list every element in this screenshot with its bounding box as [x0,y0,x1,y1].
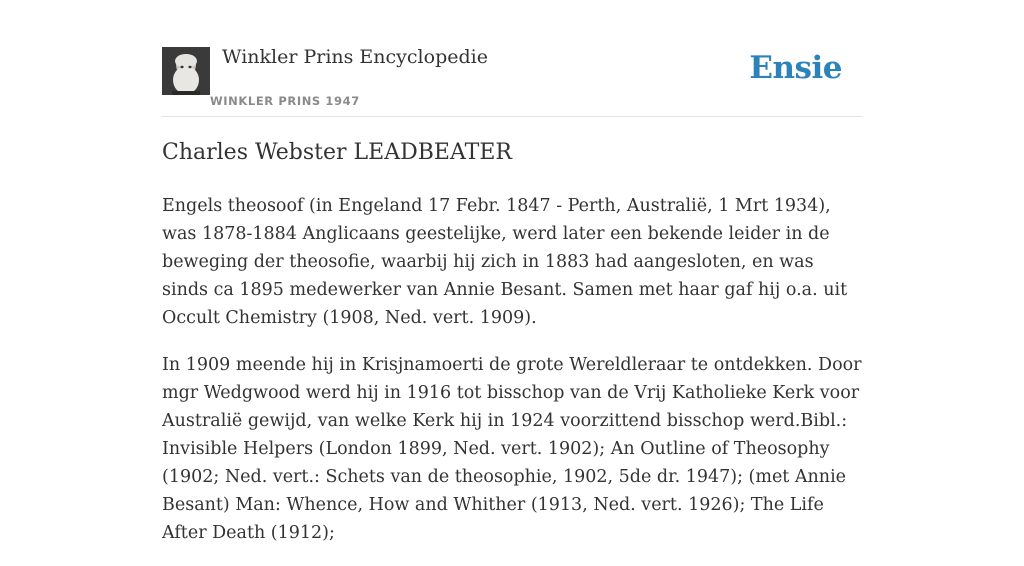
publication-title[interactable]: Winkler Prins Encyclopedie [222,46,488,68]
publication-header [162,0,862,117]
article-body [162,192,862,566]
brand-logo[interactable]: Ensie [749,50,842,86]
bearded-man-portrait-icon [162,47,210,95]
avatar[interactable] [162,47,210,95]
article-title: Charles Webster LEADBEATER [162,140,512,165]
article-paragraph: In 1909 meende hij in Krisjnamoerti de grote Wereldleraar te ontdekken. Door mgr Wedgwood werd hij in 1916 tot bisschop van de Vrij Katholieke Kerk voor Australië gewijd, van welke Kerk hij in 1924 voorzittend bisschop werd.Bibl.: Invisible Helpers (London 1899, Ned. vert. 1902); An Outline of Theosophy (1902; Ned. vert.: Schets van de theosophie, 1902, 5de dr. 1947); (met Annie Besant) Man: Whence, How and Whither (1913, Ned. vert. 1926); The Life After Death (1912); [162,355,862,543]
article-paragraph: Engels theosoof (in Engeland 17 Febr. 1847 - Perth, Australië, 1 Mrt 1934), was 1878-1884 Anglicaans geestelijke, werd later een bekende leider in de beweging der theosofie, waarbij hij zich in 1883 had aangesloten, en was sinds ca 1895 medewerker van Annie Besant. Samen met haar gaf hij o.a. uit Occult Chemistry (1908, Ned. vert. 1909). [162,196,848,328]
content-container [162,0,862,543]
publication-subtitle: WINKLER PRINS 1947 [210,94,360,108]
